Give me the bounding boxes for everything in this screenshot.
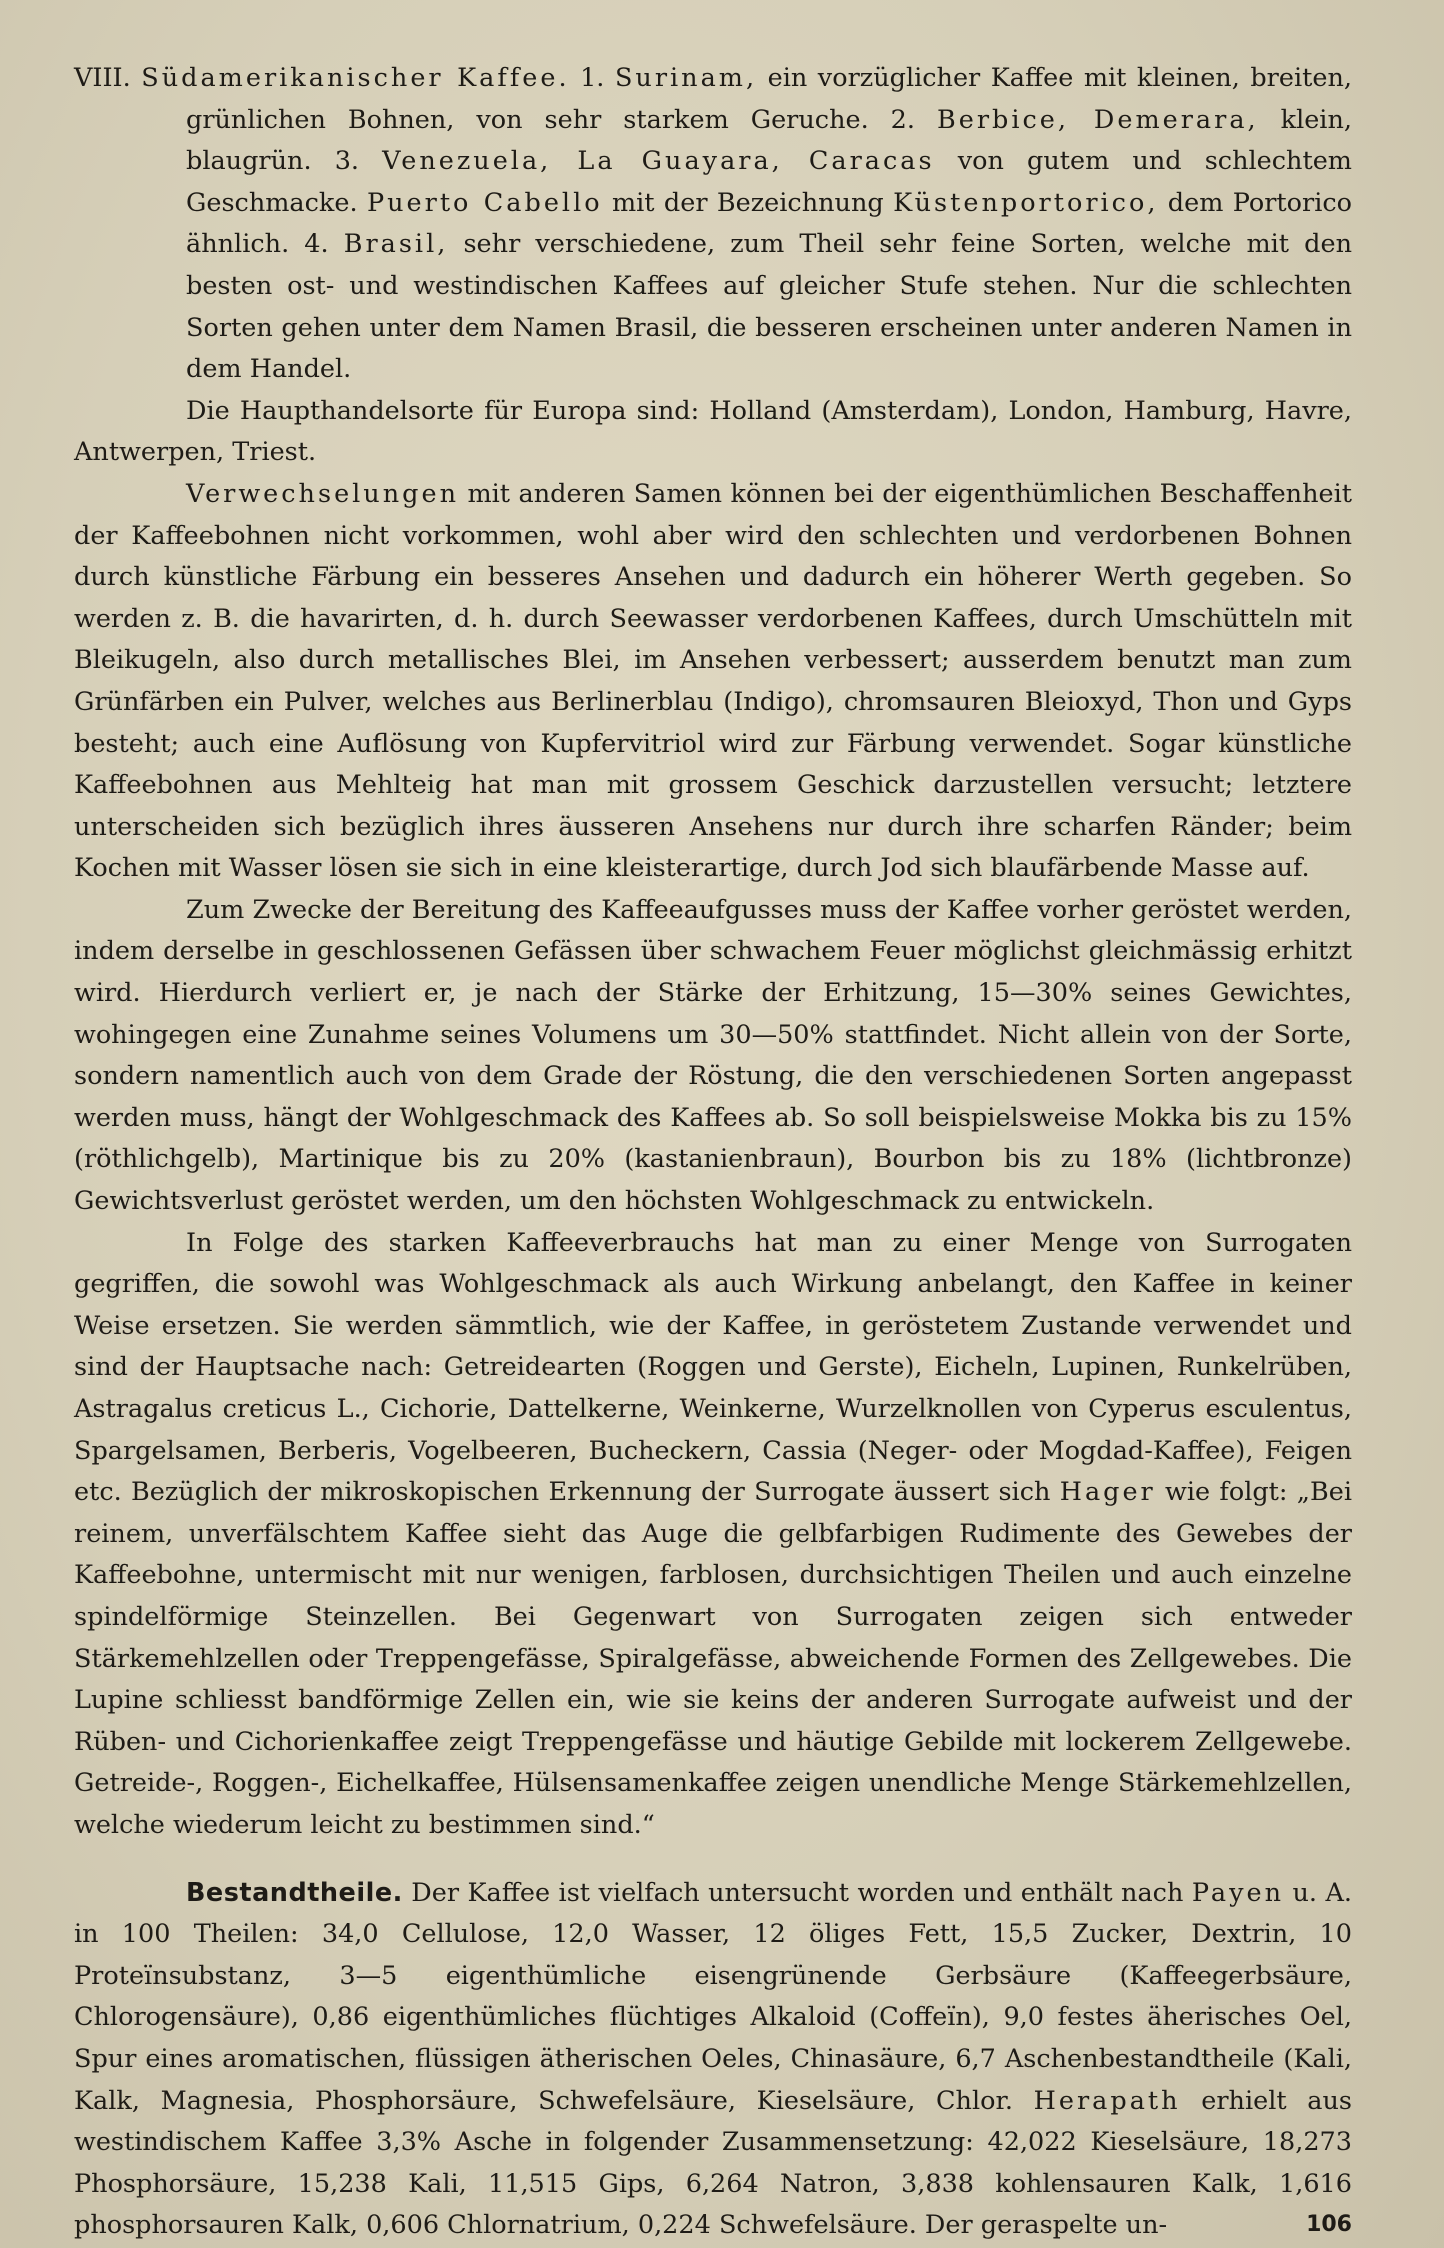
variety-name: Puerto Cabello — [366, 187, 603, 218]
paragraph-handelsorte: Die Haupthandelsorte für Europa sind: Holland (Amsterdam), London, Hamburg, Havre, Antwerpen, Triest. — [74, 395, 1352, 468]
paragraph-surrogate: In Folge des starken Kaffeeverbrauchs hat man zu einer Menge von Surrogaten gegriffen, die sowohl was Wohlgeschmack als auch Wirkung anbelangt, den Kaffee in keiner Weise ersetzen. Sie werden sämmtlich, wie der Kaffee, in geröstetem Zustande verwendet und sind der Hauptsache nach: Getreidearten (Roggen und Gerste), Eicheln, Lupinen, Runkelrüben, Astragalus creticus L., Cichorie, Dattelkerne, Weinkerne, Wurzelknollen von Cyperus esculentus, Spargelsamen, Berberis, Vogelbeeren, Bucheckern, Cassia (Neger- oder Mogdad-Kaffee), Feigen etc. Bezüglich der mikroskopischen Erkennung der Surrogate äussert sich Hager wie folgt: „Bei reinem, unverfälschtem Kaffee sieht das Auge die gelbfarbigen Rudimente des Gewebes der Kaffeebohne, untermischt mit nur wenigen, farblosen, durchsichtigen Theilen und auch einzelne spindelförmige Steinzellen. Bei Gegenwart von Surrogaten zeigen sich entweder Stärkemehlzellen oder Treppengefässe, Spiralgefässe, abweichende Formen des Zellgewebes. Die Lupine schliesst bandförmige Zellen ein, wie sie keins der anderen Surrogate aufweist und der Rüben- und Cichorienkaffee zeigt Treppengefässe und häutige Gebilde mit lockerem Zellgewebe. Getreide-, Roggen-, Eichelkaffee, Hülsensamenkaffee zeigen unendliche Menge Stärkemehlzellen, welche wiederum leicht zu bestimmen sind.“ — [74, 1227, 1352, 1840]
paragraph-lead-word: Verwechselungen — [186, 478, 459, 509]
variety-name: Venezuela, La Guayara, Caracas — [382, 146, 935, 177]
variety-name: Küstenportorico, — [893, 187, 1159, 218]
author-name: Herapath — [1033, 2085, 1181, 2116]
variety-name: Surinam, — [614, 63, 758, 93]
variety-name: Brasil, — [343, 229, 449, 260]
author-name: Payen — [1191, 1877, 1284, 1908]
paragraph-suedamerikanischer-kaffee: VIII. Südamerikanischer Kaffee. 1. Surinam, ein vorzüglicher Kaffee mit kleinen, breiten, grünlichen Bohnen, von sehr starkem Geruche. 2. Berbice, Demerara, klein, blaugrün. 3. Venezuela, La Guayara, Caracas von gutem und schlechtem Geschmacke. Puerto Cabello mit der Bezeichnung Küstenportorico, dem Portorico ähnlich. 4. Brasil, sehr verschiedene, zum Theil sehr feine Sorten, welche mit den besten ost- und westindischen Kaffees auf gleicher Stufe stehen. Nur die schlechten Sorten gehen unter dem Namen Brasil, die besseren erscheinen unter anderen Namen in dem Handel. — [74, 63, 1353, 385]
section-title: Südamerikanischer Kaffee. — [141, 63, 570, 93]
section-heading: Bestandtheile. — [186, 1877, 403, 1908]
page-body — [74, 58, 1352, 2247]
variety-name: Berbice, Demerara, — [936, 104, 1259, 135]
author-name: Hager — [1059, 1477, 1156, 1508]
paragraph-roestung: Zum Zwecke der Bereitung des Kaffeeaufgusses muss der Kaffee vorher geröstet werden, indem derselbe in geschlossenen Gefässen über schwachem Feuer möglichst gleichmässig erhitzt wird. Hierdurch verliert er, je nach der Stärke der Erhitzung, 15—30% seines Gewichtes, wohingegen eine Zunahme seines Volumens um 30—50% stattfindet. Nicht allein von der Sorte, sondern namentlich auch von dem Grade der Röstung, die den verschiedenen Sorten angepasst werden muss, hängt der Wohlgeschmack des Kaffees ab. So soll beispielsweise Mokka bis zu 15% (röthlichgelb), Martinique bis zu 20% (kastanienbraun), Bourbon bis zu 18% (lichtbronze) Gewichtsverlust geröstet werden, um den höchsten Wohlgeschmack zu entwickeln. — [74, 894, 1352, 1217]
section-number: VIII. — [74, 63, 142, 93]
paragraph-bestandtheile: Bestandtheile. Der Kaffee ist vielfach untersucht worden und enthält nach Payen u. A. in 100 Theilen: 34,0 Cellulose, 12,0 Wasser, 12 öliges Fett, 15,5 Zucker, Dextrin, 10 Proteïnsubstanz, 3—5 eigenthümliche eisengrünende Gerbsäure (Kaffeegerbsäure, Chlorogensäure), 0,86 eigenthümliches flüchtiges Alkaloid (Coffeïn), 9,0 festes äherisches Oel, Spur eines aromatischen, flüssigen ätherischen Oeles, Chinasäure, 6,7 Aschenbestandtheile (Kali, Kalk, Magnesia, Phosphorsäure, Schwefelsäure, Kieselsäure, Chlor. Herapath erhielt aus westindischem Kaffee 3,3% Asche in folgender Zusammensetzung: 42,022 Kieselsäure, 18,273 Phosphorsäure, 15,238 Kali, 11,515 Gips, 6,264 Natron, 3,838 kohlensauren Kalk, 1,616 phosphorsauren Kalk, 0,606 Chlornatrium, 0,224 Schwefelsäure. Der geraspelte un- — [74, 1877, 1353, 2241]
page-number: 106 — [1306, 2212, 1352, 2237]
paragraph-verwechselungen: Verwechselungen mit anderen Samen können bei der eigenthümlichen Beschaffenheit der Kaffeebohnen nicht vorkommen, wohl aber wird den schlechten und verdorbenen Bohnen durch künstliche Färbung ein besseres Ansehen und dadurch ein höherer Werth gegeben. So werden z. B. die havarirten, d. h. durch Seewasser verdorbenen Kaffees, durch Umschütteln mit Bleikugeln, also durch metallisches Blei, im Ansehen verbessert; ausserdem benutzt man zum Grünfärben ein Pulver, welches aus Berlinerblau (Indigo), chromsauren Bleioxyd, Thon und Gyps besteht; auch eine Auflösung von Kupfervitriol wird zur Färbung verwendet. Sogar künstliche Kaffeebohnen aus Mehlteig hat man mit grossem Geschick darzustellen versucht; letztere unterscheiden sich bezüglich ihres äusseren Ansehens nur durch ihre scharfen Ränder; beim Kochen mit Wasser lösen sie sich in eine kleisterartige, durch Jod sich blaufärbende Masse auf. — [74, 478, 1352, 884]
